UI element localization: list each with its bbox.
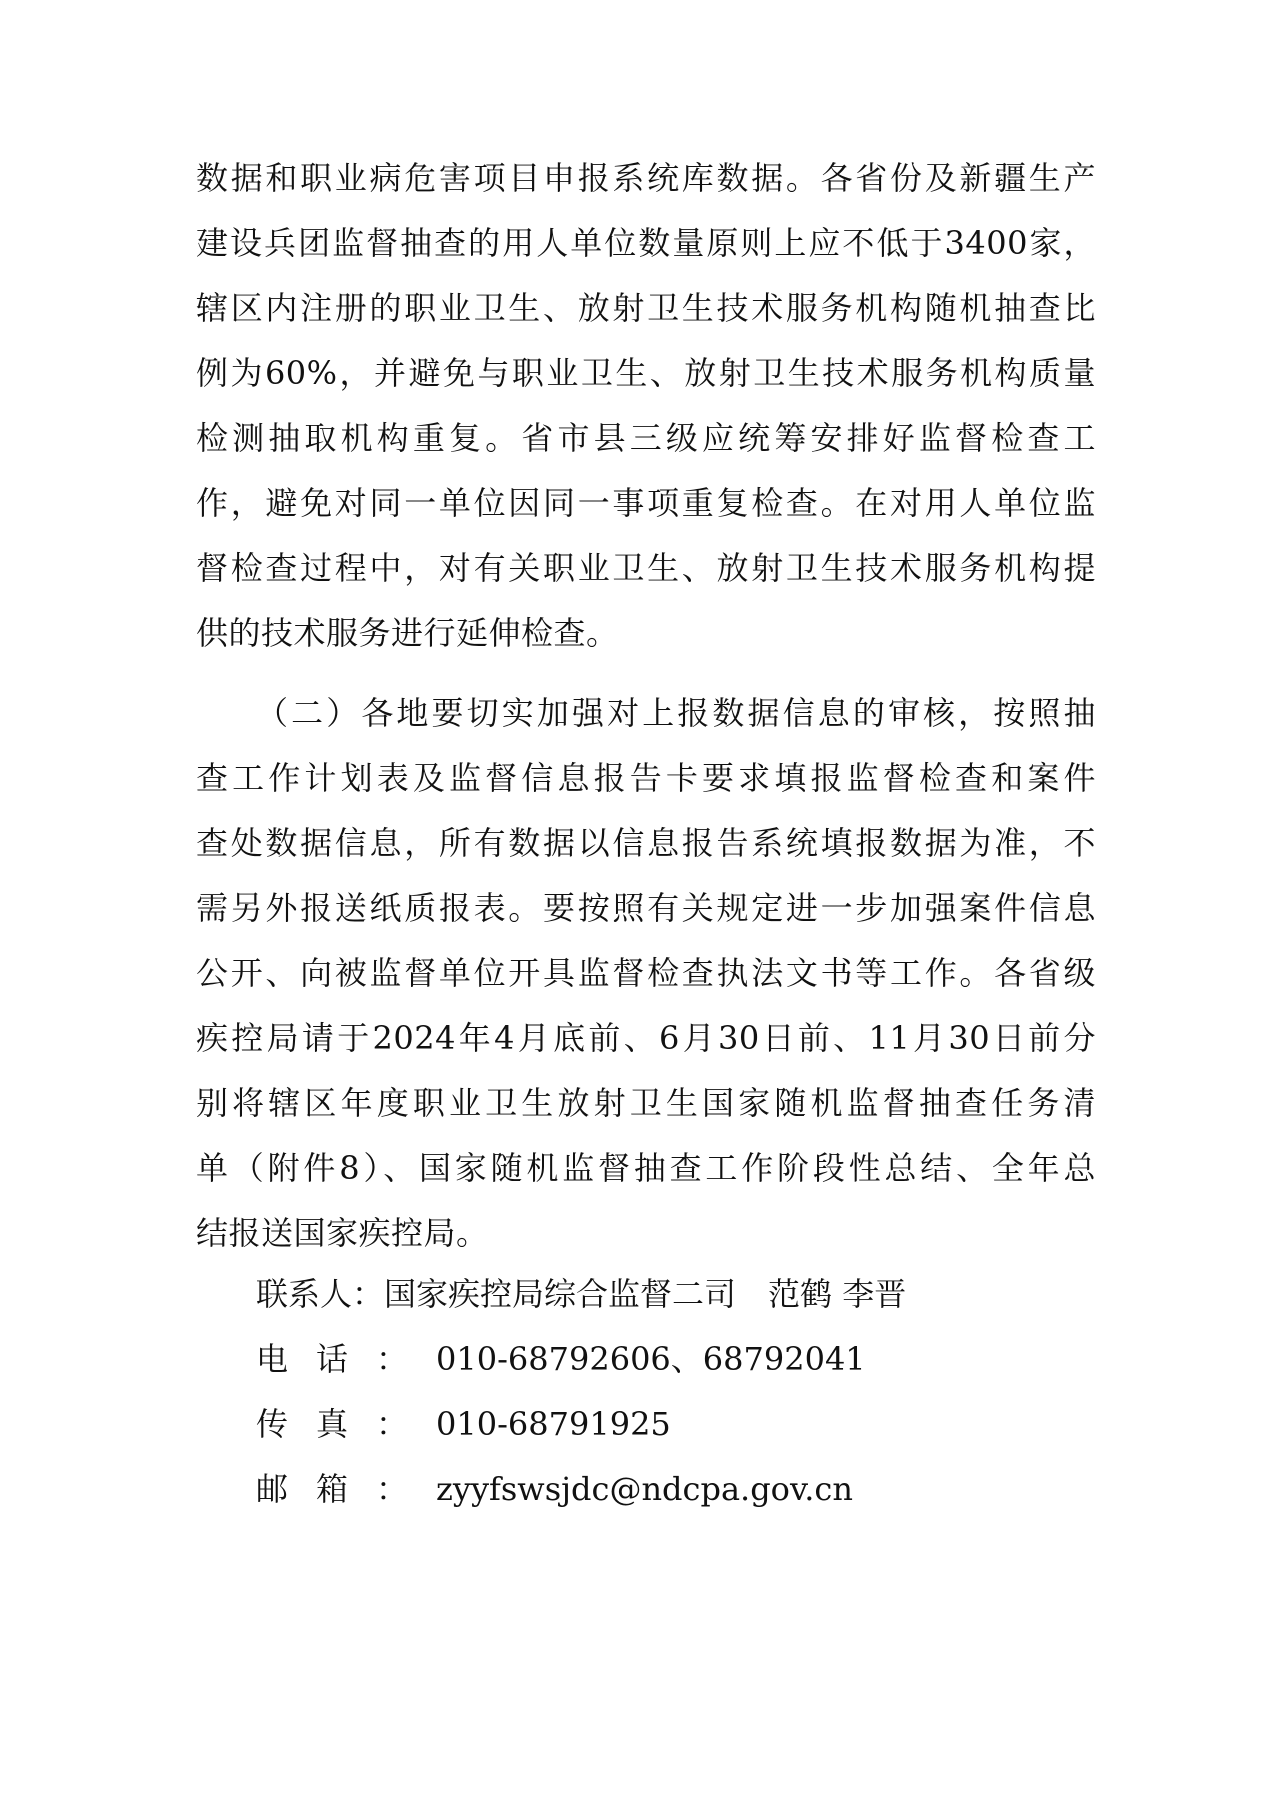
paragraph-line: （二）各地要切实加强对上报数据信息的审核，按照抽 (256, 694, 1096, 732)
contact-fax-label: 传真： (256, 1405, 437, 1443)
paragraph-line: 单（附件8）、国家随机监督抽查工作阶段性总结、全年总 (196, 1149, 1096, 1187)
paragraph-line: 数据和职业病危害项目申报系统库数据。各省份及新疆生产 (196, 159, 1096, 197)
paragraph-line: 例为60%，并避免与职业卫生、放射卫生技术服务机构质量 (196, 354, 1096, 392)
paragraph-line: 公开、向被监督单位开具监督检查执法文书等工作。各省级 (196, 954, 1096, 992)
contact-person-row (256, 1262, 1056, 1327)
contact-block (256, 1262, 1056, 1522)
paragraph-line: 建设兵团监督抽查的用人单位数量原则上应不低于3400家， (196, 224, 1096, 262)
paragraph-line: 督检查过程中，对有关职业卫生、放射卫生技术服务机构提 (196, 549, 1096, 587)
paragraph-line: 需另外报送纸质报表。要按照有关规定进一步加强案件信息 (196, 889, 1096, 927)
paragraph-line: 查处数据信息，所有数据以信息报告系统填报数据为准，不 (196, 824, 1096, 862)
contact-phone-value: 010-68792606、68792041 (436, 1340, 866, 1378)
paragraph-line: 查工作计划表及监督信息报告卡要求填报监督检查和案件 (196, 759, 1096, 797)
paragraph-line: 别将辖区年度职业卫生放射卫生国家随机监督抽查任务清 (196, 1084, 1096, 1122)
paragraph-line: 疾控局请于2024年4月底前、6月30日前、11月30日前分 (196, 1019, 1096, 1057)
paragraph-section-2 (196, 681, 1096, 1266)
contact-person-label: 联系人： (256, 1275, 385, 1313)
paragraph-line: 作，避免对同一单位因同一事项重复检查。在对用人单位监 (196, 484, 1096, 522)
paragraph-line: 结报送国家疾控局。 (196, 1214, 489, 1252)
contact-email-row (256, 1457, 1056, 1522)
paragraph-continued (196, 146, 1096, 666)
contact-fax-row (256, 1392, 1056, 1457)
contact-email-value: zyyfswsjdc@ndcpa.gov.cn (436, 1470, 853, 1508)
contact-phone-row (256, 1327, 1056, 1392)
contact-fax-value: 010-68791925 (436, 1405, 671, 1443)
contact-phone-label: 电话： (256, 1340, 437, 1378)
contact-email-label: 邮箱： (256, 1470, 437, 1508)
paragraph-line: 辖区内注册的职业卫生、放射卫生技术服务机构随机抽查比 (196, 289, 1096, 327)
contact-person-value: 国家疾控局综合监督二司 范鹤 李晋 (384, 1275, 907, 1313)
paragraph-line: 检测抽取机构重复。省市县三级应统筹安排好监督检查工 (196, 419, 1096, 457)
paragraph-line: 供的技术服务进行延伸检查。 (196, 614, 619, 652)
